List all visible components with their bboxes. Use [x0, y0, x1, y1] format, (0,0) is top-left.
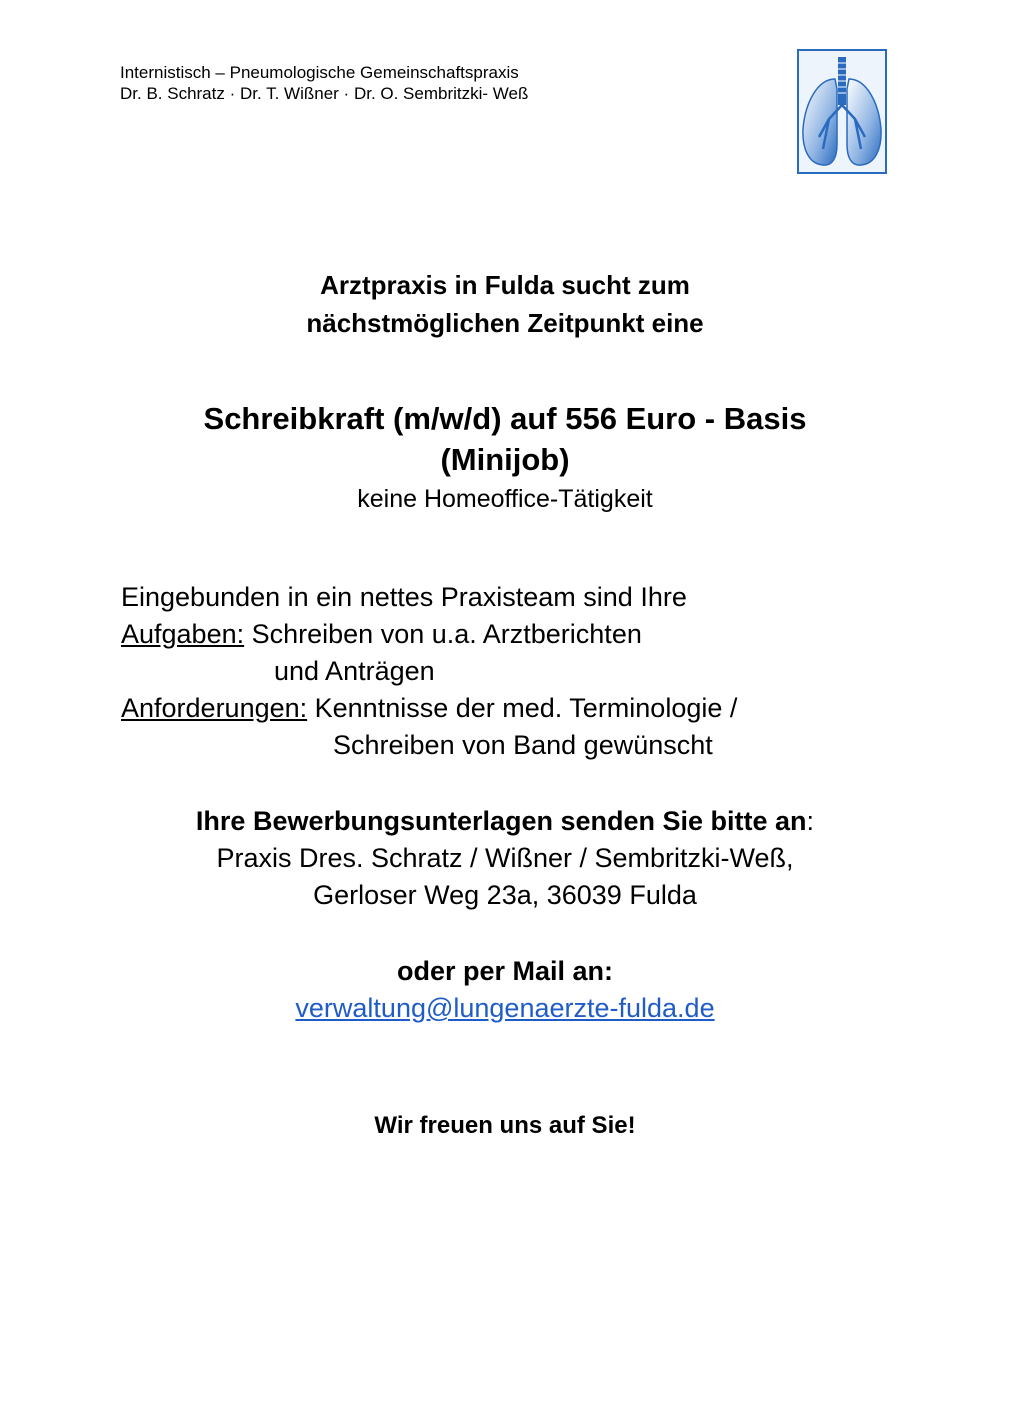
requirements-text-1: Kenntnisse der med. Terminologie / [307, 693, 738, 723]
intro-line-2: nächstmöglichen Zeitpunkt eine [306, 308, 704, 338]
job-note: keine Homeoffice-Tätigkeit [357, 485, 653, 513]
closing-text: Wir freuen uns auf Sie! [374, 1112, 636, 1139]
address-line-1: Praxis Dres. Schratz / Wißner / Sembritzki-Weß, [216, 843, 794, 873]
requirements-row [121, 690, 921, 727]
letterhead [120, 62, 528, 104]
email-link[interactable]: verwaltung@lungenaerzte-fulda.de [295, 993, 715, 1023]
tasks-row [121, 616, 921, 653]
letterhead-practice-name: Internistisch – Pneumologische Gemeinschaftspraxis [120, 63, 519, 82]
apply-heading: Ihre Bewerbungsunterlagen senden Sie bitte an [195, 806, 807, 836]
job-title-line-2: (Minijob) [440, 442, 570, 477]
details-intro: Eingebunden in ein nettes Praxisteam sind Ihre [121, 582, 687, 612]
lungs-logo-icon [797, 49, 887, 174]
requirements-label: Anforderungen: [121, 693, 308, 723]
job-title-line-1: Schreibkraft (m/w/d) auf 556 Euro - Basis [203, 401, 807, 436]
application-address [0, 803, 1010, 914]
intro-line-1: Arztpraxis in Fulda sucht zum [320, 270, 690, 300]
job-details [121, 579, 921, 764]
tasks-text-1: Schreiben von u.a. Arztberichten [244, 619, 642, 649]
apply-heading-row [0, 803, 1010, 840]
requirements-text-2: Schreiben von Band gewünscht [333, 730, 713, 760]
address-line-2: Gerloser Weg 23a, 36039 Fulda [313, 880, 697, 910]
mail-heading: oder per Mail an: [396, 956, 614, 986]
intro-text [0, 266, 1010, 342]
tasks-text-2: und Anträgen [274, 656, 435, 686]
letterhead-doctors: Dr. B. Schratz · Dr. T. Wißner · Dr. O. Sembritzki- Weß [120, 84, 529, 103]
apply-colon: : [806, 806, 815, 836]
mail-section [0, 953, 1010, 1027]
job-title [0, 398, 1010, 480]
tasks-label: Aufgaben: [121, 619, 245, 649]
